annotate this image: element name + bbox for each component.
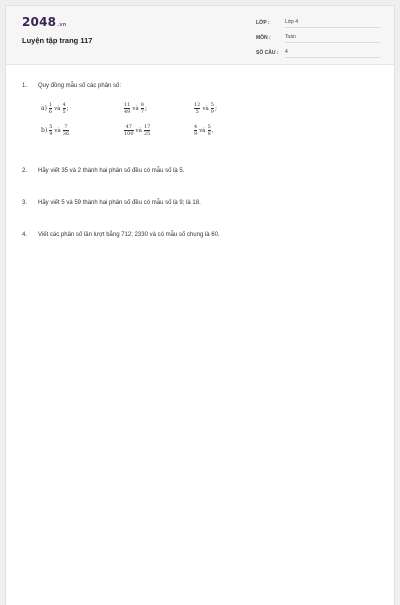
fraction-pair-a2: $\frac{11}{49}$ và $\frac{8}{7}$ ; [124,102,147,115]
fraction: $\frac{5}{8}$ [207,124,211,137]
fraction-pair-b1: b) $\frac{5}{9}$ và $\frac{7}{36}$ [41,124,70,137]
fraction: $\frac{5}{9}$ [210,102,214,115]
question-1: 1. Quy đồng mẫu số các phân số: [22,83,122,89]
fraction: $\frac{7}{36}$ [62,124,70,137]
fraction: $\frac{11}{49}$ [124,102,131,115]
question-4: 4. Viết các phân số lần lượt bằng 712; 2330 và có mẫu số chung là 60. [22,232,220,238]
class-label: LỚP : [256,20,270,26]
fraction: $\frac{4}{5}$ [62,102,66,115]
fraction-pair-b2: $\frac{47}{100}$ và $\frac{17}{25}$ [124,124,151,137]
fraction-pair-a1: a) $\frac{1}{6}$ và $\frac{4}{5}$ ; [41,102,69,115]
question-count-label: SỐ CÂU : [256,50,279,56]
worksheet [5,5,395,605]
subject-value: Toán [285,34,380,43]
fraction-pair-a3: $\frac{12}{5}$ và $\frac{5}{9}$ ; [194,102,217,115]
subject-label: MÔN : [256,35,271,41]
question-3: 3. Hãy viết 5 và 59 thành hai phân số đều có mẫu số là 9; là 18. [22,200,201,206]
question-2: 2. Hãy viết 35 và 2 thành hai phân số đều có mẫu số là 5. [22,168,185,174]
page-title: Luyện tập trang 117 [22,36,93,45]
site-logo[interactable]: 2048.vn [22,15,67,29]
fraction: $\frac{8}{7}$ [140,102,144,115]
fraction: $\frac{17}{25}$ [143,124,151,137]
fraction-pair-b3: $\frac{4}{9}$ và $\frac{5}{8}$ . [194,124,214,137]
fraction: $\frac{47}{100}$ [124,124,134,137]
fraction: $\frac{5}{9}$ [49,124,53,137]
fraction: $\frac{4}{9}$ [194,124,198,137]
question-count-value: 4 [285,49,380,58]
class-value: Lớp 4 [285,19,380,28]
fraction: $\frac{12}{5}$ [194,102,201,115]
worksheet-header [6,6,394,65]
fraction: $\frac{1}{6}$ [48,102,53,115]
